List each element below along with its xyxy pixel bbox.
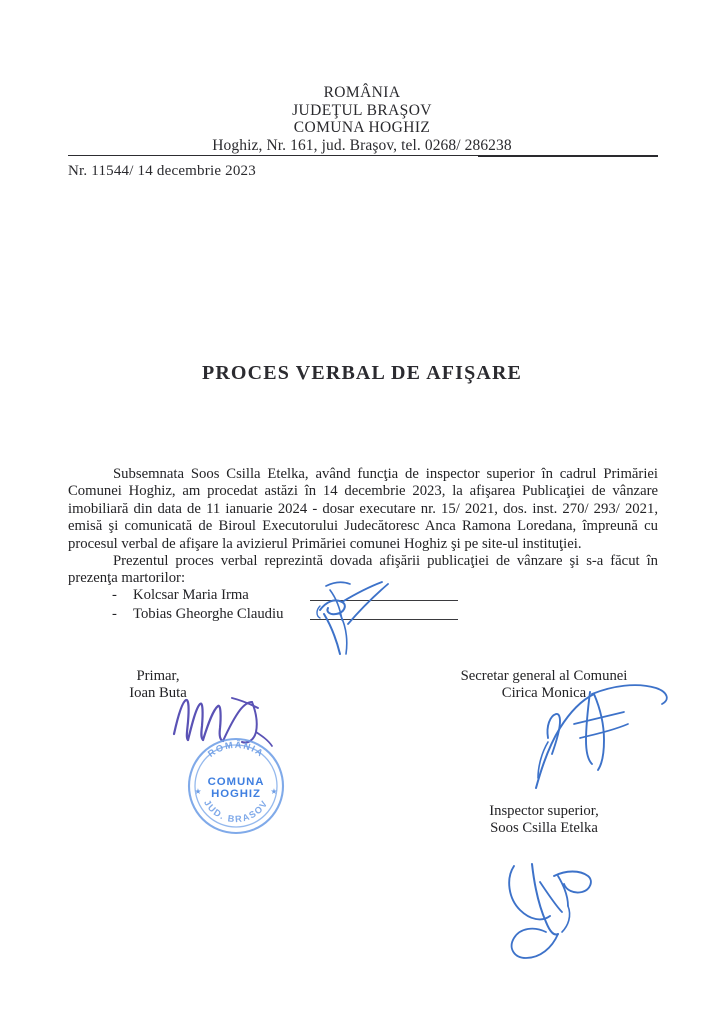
witness-dash: -: [112, 587, 117, 603]
header-county: JUDEŢUL BRAŞOV: [292, 101, 432, 119]
registration-number: Nr. 11544/ 14 decembrie 2023: [68, 163, 256, 179]
signature-block-inspector: [418, 803, 670, 838]
signature-block-secretary: [418, 668, 670, 703]
witness-row: [68, 586, 658, 605]
inspector-role-label: Inspector superior,: [489, 803, 599, 819]
svg-text:JUD. BRASOV: [202, 798, 270, 824]
mayor-role-label: Primar,: [136, 668, 180, 684]
document-header: [0, 84, 724, 154]
seal-star-right-icon: ★: [270, 787, 278, 796]
mayor-name: Ioan Buta: [129, 685, 187, 702]
witness-list: [68, 586, 658, 624]
header-divider-rule: [68, 155, 658, 156]
signature-block-mayor: [78, 668, 238, 703]
secretary-role-label: Secretar general al Comunei: [460, 668, 628, 684]
header-country: ROMÂNIA: [323, 84, 401, 101]
seal-center-line-1: COMUNA: [207, 776, 265, 788]
svg-text:ROMÂNIA: [206, 739, 266, 759]
body-paragraph-2: Prezentul proces verbal reprezintă dovada afişării publicaţiei de vânzare şi s-a făcut în prezenţa martorilor:: [68, 553, 658, 587]
witness-name: Kolcsar Maria Irma: [133, 587, 249, 603]
witness-dash: -: [112, 606, 117, 622]
document-body: [68, 466, 658, 588]
secretary-name: Cirica Monica: [501, 685, 587, 702]
seal-bottom-arc-text: JUD. BRASOV: [202, 797, 271, 825]
body-paragraph-1: Subsemnata Soos Csilla Etelka, având funcţia de inspector superior în cadrul Primăriei Comunei Hoghiz, am procedat astăzi în 14 decembrie 2023, la afişarea Publicaţiei de vânzare imobiliară din data de 11 ianuarie 2024 - dosar executare nr. 15/ 2021, dos. inst. 270/ 293/ 2021, emisă şi comunicată de Biroul Executorului Judecătoresc Anca Ramona Loredana, împreună cu procesul verbal de afişare la avizierul Primăriei comunei Hoghiz şi pe site-ul instituţiei.: [68, 466, 658, 552]
witness-name: Tobias Gheorghe Claudiu: [133, 606, 284, 622]
witness-row: [68, 605, 658, 624]
seal-star-left-icon: ★: [194, 787, 202, 796]
witness-signature-line: [310, 600, 458, 601]
header-address: Hoghiz, Nr. 161, jud. Braşov, tel. 0268/ 286238: [212, 136, 512, 154]
seal-top-arc-text: ROMÂNIA: [205, 739, 267, 760]
inspector-handwritten-signature: [506, 852, 696, 976]
page-title: PROCES VERBAL DE AFIŞARE: [201, 362, 523, 384]
inspector-name: Soos Csilla Etelka: [490, 820, 598, 837]
witness-signature-line: [310, 619, 458, 620]
header-commune: COMUNA HOGHIZ: [293, 119, 431, 136]
seal-center-line-2: HOGHIZ: [211, 788, 261, 800]
official-seal-stamp: [184, 734, 288, 838]
